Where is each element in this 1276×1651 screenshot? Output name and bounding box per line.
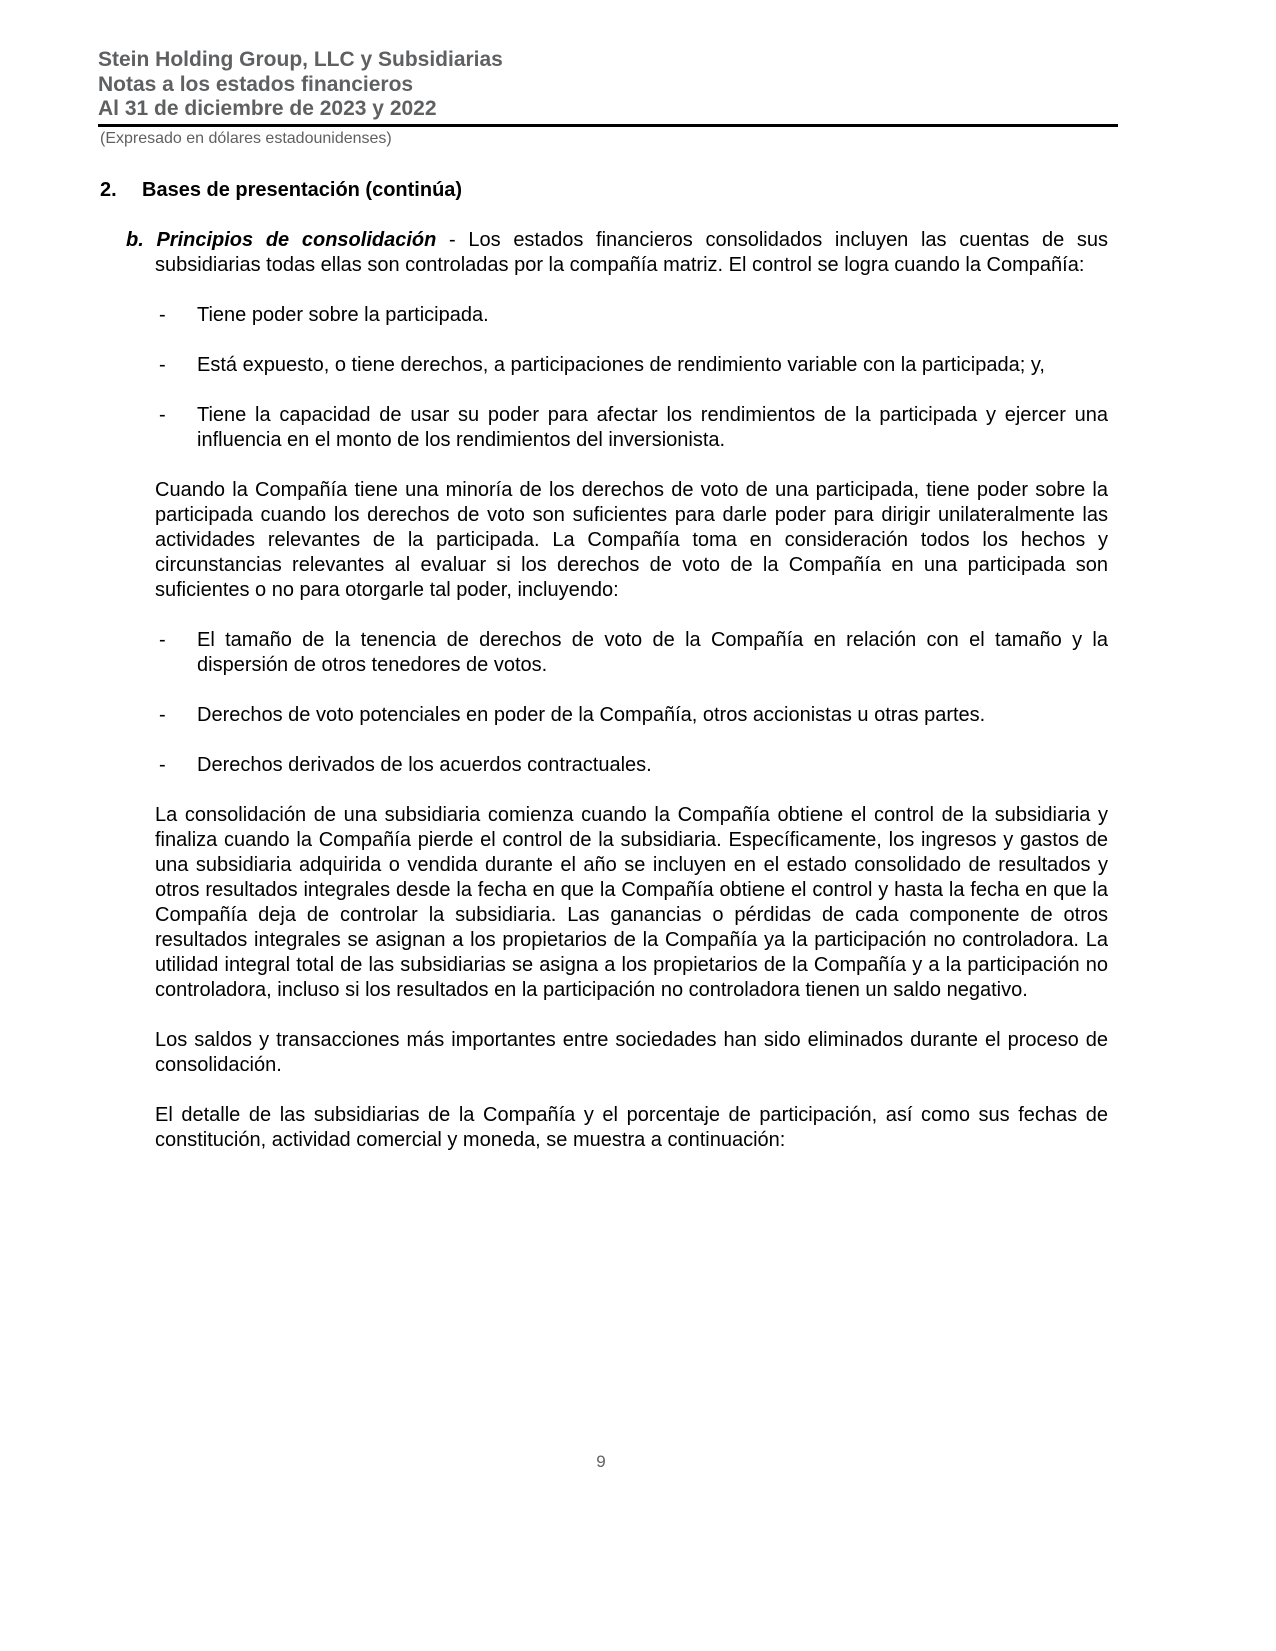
bullet-dash: - — [159, 404, 166, 426]
page-number: 9 — [596, 1452, 606, 1471]
company-name: Stein Holding Group, LLC y Subsidiarias — [98, 48, 503, 71]
list-item-text: El tamaño de la tenencia de derechos de voto de la Compañía en relación con el tamaño y la dispersión de otros tenedores de votos. — [197, 629, 1108, 676]
section-title: Bases de presentación (continúa) — [142, 179, 463, 201]
list-item — [155, 403, 1108, 453]
list-item — [155, 353, 1108, 378]
list-item — [155, 628, 1108, 678]
bullet-dash: - — [159, 304, 166, 326]
paragraph-subsidiary-detail: El detalle de las subsidiarias de la Compañía y el porcentaje de participación, así como sus fechas de constitución, actividad comercial y moneda, se muestra a continuación: — [155, 1104, 1108, 1151]
bullet-dash: - — [159, 704, 166, 726]
list-item — [155, 303, 1108, 328]
currency-note: (Expresado en dólares estadounidenses) — [100, 129, 392, 147]
paragraph-eliminations: Los saldos y transacciones más importantes entre sociedades han sido eliminados durante el proceso de consolidación. — [155, 1029, 1108, 1076]
list-item-text: Está expuesto, o tiene derechos, a participaciones de rendimiento variable con la participada; y, — [197, 354, 1045, 376]
list-item-text: Derechos derivados de los acuerdos contractuales. — [197, 754, 652, 776]
list-item-text: Derechos de voto potenciales en poder de la Compañía, otros accionistas u otras partes. — [197, 704, 986, 726]
bullet-dash: - — [159, 754, 166, 776]
list-item — [155, 753, 1108, 778]
subsection-label: b. Principios de consolidación — [126, 229, 437, 251]
section-number: 2. — [100, 179, 117, 201]
section-heading — [100, 177, 462, 203]
document-body — [126, 228, 1109, 1178]
bullet-dash: - — [159, 629, 166, 651]
list-item-text: Tiene poder sobre la participada. — [197, 304, 489, 326]
paragraph-minority-voting: Cuando la Compañía tiene una minoría de los derechos de voto de una participada, tiene poder sobre la participada cuando los derechos de voto son suficientes para darle poder para dirigir unilateralmente las actividades relevantes de la participada. La Compañía toma en consideración todos los hechos y circunstancias relevantes al evaluar si los derechos de voto de la Compañía en una participada son suficientes o no para otorgarle tal poder, incluyendo: — [155, 479, 1108, 601]
list-item-text: Tiene la capacidad de usar su poder para afectar los rendimientos de la participada y ejercer una influencia en el monto de los rendimientos del inversionista. — [197, 404, 1108, 451]
paragraph-consolidation: La consolidación de una subsidiaria comienza cuando la Compañía obtiene el control de la subsidiaria y finaliza cuando la Compañía pierde el control de la subsidiaria. Específicamente, los ingresos y gastos de una subsidiaria adquirida o vendida durante el año se incluyen en el estado consolidado de resultados y otros resultados integrales desde la fecha en que la Compañía obtiene el control y hasta la fecha en que la Compañía deja de controlar la subsidiaria. Las ganancias o pérdidas de cada componente de otros resultados integrales se asignan a los propietarios de la Compañía ya la participación no controladora. La utilidad integral total de las subsidiarias se asigna a los propietarios de la Compañía y a la participación no controladora, incluso si los resultados en la participación no controladora tienen un saldo negativo. — [155, 804, 1108, 1001]
subsection-intro — [126, 228, 1109, 278]
header-divider — [98, 124, 1118, 127]
list-item — [155, 703, 1108, 728]
document-title: Notas a los estados financieros — [98, 72, 414, 96]
subsection-intro-text: - Los estados financieros consolidados incluyen las cuentas de sus subsidiarias todas ellas son controladas por la compañía matriz. El control se logra cuando la Compañía: — [155, 229, 1109, 276]
reporting-period: Al 31 de diciembre de 2023 y 2022 — [98, 97, 437, 120]
bullet-dash: - — [159, 354, 166, 376]
page-header — [98, 48, 1118, 149]
